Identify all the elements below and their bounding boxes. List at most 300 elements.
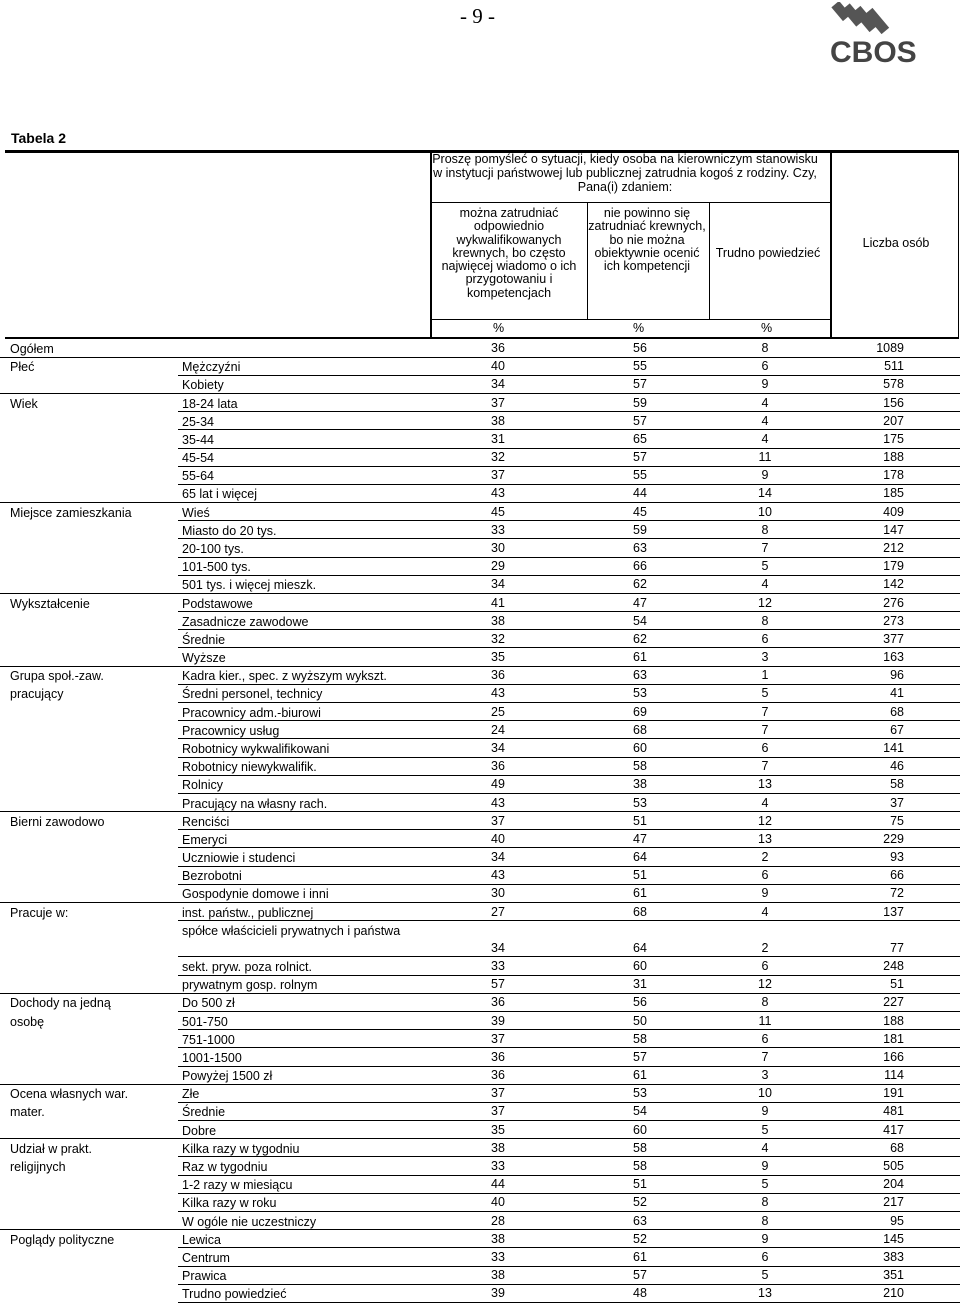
cell-percent: 34 [491, 850, 505, 865]
cell-count: 276 [883, 595, 904, 610]
cell-percent: 9 [761, 377, 769, 392]
row-subcategory: 25-34 [182, 414, 214, 429]
cell-percent: 60 [633, 959, 647, 974]
cell-percent: 28 [491, 1213, 505, 1228]
table-row [0, 703, 960, 721]
cell-percent: 48 [633, 1286, 647, 1301]
cell-percent: 1 [761, 668, 769, 683]
group-divider [0, 502, 960, 503]
table-row [0, 612, 960, 630]
cell-count: 377 [883, 631, 904, 646]
row-subcategory: Średnie [182, 1105, 226, 1120]
table-row [0, 794, 960, 812]
table-row [0, 539, 960, 557]
cell-percent: 51 [633, 1177, 647, 1192]
cell-percent: 9 [761, 1104, 769, 1119]
table-row [0, 503, 960, 521]
row-subcategory: Dobre [182, 1123, 217, 1138]
row-subcategory: 45-54 [182, 451, 214, 466]
row-subcategory: Do 500 zł [182, 996, 235, 1011]
column-header-3: Trudno powiedzieć [715, 246, 821, 260]
row-subcategory: Trudno powiedzieć [182, 1287, 287, 1302]
cell-count: 166 [883, 1049, 904, 1064]
cell-percent: 12 [758, 813, 772, 828]
cell-percent: 36 [491, 1068, 505, 1083]
group-divider [0, 393, 960, 394]
group-divider [0, 1229, 960, 1230]
table-row [0, 830, 960, 848]
cell-count: 227 [883, 995, 904, 1010]
cell-count: 578 [883, 377, 904, 392]
table-row [0, 521, 960, 539]
row-subcategory: 20-100 tys. [182, 541, 244, 556]
cell-percent: 36 [491, 995, 505, 1010]
row-subcategory: Prawica [182, 1269, 227, 1284]
cell-percent: 58 [633, 759, 647, 774]
cell-percent: 54 [633, 1104, 647, 1119]
cell-percent: 40 [491, 1195, 505, 1210]
cell-count: 142 [883, 577, 904, 592]
cell-percent: 5 [761, 1268, 769, 1283]
cell-percent: 4 [761, 1140, 769, 1155]
row-subcategory: Lewica [182, 1232, 221, 1247]
group-divider [0, 811, 960, 812]
percent-unit-2: % [633, 321, 645, 335]
cell-percent: 57 [633, 377, 647, 392]
row-subcategory: Średnie [182, 632, 226, 647]
logo-text: CBOS [830, 36, 917, 66]
cell-percent: 56 [633, 341, 647, 355]
cell-percent: 38 [491, 1231, 505, 1246]
row-subcategory: Złe [182, 1087, 200, 1102]
group-divider [0, 666, 960, 667]
cell-count: 137 [883, 904, 904, 919]
cell-percent: 2 [761, 850, 769, 865]
cell-percent: 4 [761, 413, 769, 428]
cell-percent: 52 [633, 1195, 647, 1210]
cell-percent: 68 [633, 722, 647, 737]
cell-percent: 6 [761, 959, 769, 974]
cell-count: 156 [883, 395, 904, 410]
table-row [0, 848, 960, 866]
cell-percent: 30 [491, 886, 505, 901]
row-category: Dochody na jedną [10, 996, 111, 1011]
cell-count: 68 [890, 704, 904, 719]
cell-percent: 9 [761, 1159, 769, 1174]
table-row [0, 1030, 960, 1048]
cell-percent: 61 [633, 886, 647, 901]
table-row [0, 648, 960, 666]
cell-count: 141 [883, 740, 904, 755]
row-subcategory: Kilka razy w roku [182, 1196, 277, 1211]
table-row [0, 375, 960, 393]
cell-percent: 49 [491, 777, 505, 792]
table-row [0, 1102, 960, 1120]
cell-count: 191 [883, 1086, 904, 1101]
cell-percent: 57 [633, 413, 647, 428]
cell-count: 383 [883, 1249, 904, 1264]
row-subcategory: Robotnicy wykwalifikowani [182, 741, 330, 756]
cell-percent: 40 [491, 359, 505, 374]
group-divider [0, 993, 960, 994]
row-subcategory: Rolnicy [182, 778, 223, 793]
cell-count: 147 [883, 522, 904, 537]
cell-percent: 55 [633, 468, 647, 483]
cell-count: 93 [890, 850, 904, 865]
cell-percent: 57 [491, 977, 505, 992]
row-subcategory: Pracownicy usług [182, 723, 280, 738]
row-category: pracujący [10, 687, 64, 702]
cell-count: 273 [883, 613, 904, 628]
cell-percent: 9 [761, 468, 769, 483]
cell-percent: 39 [491, 1286, 505, 1301]
row-subcategory: Podstawowe [182, 596, 253, 611]
cell-percent: 32 [491, 631, 505, 646]
cell-count: 178 [883, 468, 904, 483]
cell-percent: 62 [633, 577, 647, 592]
cell-percent: 34 [491, 940, 505, 955]
table-row [0, 1084, 960, 1102]
row-category: Poglądy polityczne [10, 1232, 115, 1247]
table-row [0, 975, 960, 993]
row-subcategory: 501-750 [182, 1014, 228, 1029]
cell-percent: 36 [491, 341, 505, 355]
table-row [0, 466, 960, 484]
group-divider [0, 357, 960, 358]
cell-percent: 13 [758, 831, 772, 846]
cell-percent: 6 [761, 359, 769, 374]
row-subcategory: Zasadnicze zawodowe [182, 614, 309, 629]
cell-percent: 6 [761, 1249, 769, 1264]
table-row [0, 721, 960, 739]
cell-percent: 36 [491, 668, 505, 683]
cell-percent: 30 [491, 540, 505, 555]
cell-percent: 40 [491, 831, 505, 846]
cell-percent: 64 [633, 940, 647, 955]
survey-question: Proszę pomyśleć o sytuacji, kiedy osoba na kierowniczym stanowisku w instytucji państwowej lub publicznej zatrudnia kogoś z rodziny. Czy, Pana(i) zdaniem: [432, 152, 818, 194]
cell-count: 207 [883, 413, 904, 428]
table-row [0, 1212, 960, 1230]
table-row [0, 957, 960, 975]
cell-percent: 6 [761, 631, 769, 646]
cell-percent: 7 [761, 759, 769, 774]
cell-percent: 4 [761, 431, 769, 446]
cell-count: 114 [884, 1068, 904, 1083]
cell-percent: 9 [761, 1231, 769, 1246]
cell-percent: 37 [491, 1086, 505, 1101]
cell-percent: 5 [761, 559, 769, 574]
cell-percent: 11 [758, 1013, 772, 1028]
row-category: Wiek [10, 396, 38, 411]
cell-percent: 33 [491, 1249, 505, 1264]
table-row [0, 812, 960, 830]
cell-count: 417 [883, 1122, 904, 1137]
cell-percent: 63 [633, 668, 647, 683]
cell-percent: 7 [761, 540, 769, 555]
cell-percent: 65 [633, 431, 647, 446]
cell-count: 1089 [876, 341, 904, 355]
page-number: - 9 - [460, 4, 495, 28]
row-subcategory: Wyższe [182, 651, 226, 666]
cell-percent: 44 [491, 1177, 505, 1192]
row-subcategory: Wieś [182, 505, 210, 520]
cell-percent: 63 [633, 540, 647, 555]
table-row [0, 575, 960, 593]
cell-percent: 44 [633, 486, 647, 501]
cell-percent: 13 [758, 777, 772, 792]
cell-count: 67 [890, 722, 904, 737]
row-category: Bierni zawodowo [10, 814, 105, 829]
row-subcategory: 35-44 [182, 432, 214, 447]
table-row [0, 757, 960, 775]
cell-percent: 2 [761, 940, 769, 955]
cell-count: 204 [883, 1177, 904, 1192]
cell-percent: 36 [491, 1049, 505, 1064]
cell-percent: 58 [633, 1140, 647, 1155]
table-row [0, 1175, 960, 1193]
row-category: osobę [10, 1014, 45, 1029]
cell-percent: 7 [761, 704, 769, 719]
cell-percent: 5 [761, 686, 769, 701]
table-row [0, 775, 960, 793]
cell-percent: 6 [761, 740, 769, 755]
cell-count: 188 [883, 450, 904, 465]
cell-percent: 4 [761, 795, 769, 810]
cell-percent: 59 [633, 395, 647, 410]
table-row [0, 1048, 960, 1066]
cell-count: 41 [890, 686, 904, 701]
cell-percent: 43 [491, 686, 505, 701]
cell-percent: 64 [633, 850, 647, 865]
cell-percent: 57 [633, 1268, 647, 1283]
table-row [0, 1266, 960, 1284]
group-divider [0, 1084, 960, 1085]
row-subcategory: 55-64 [182, 469, 214, 484]
row-subcategory: Raz w tygodniu [182, 1160, 268, 1175]
table-row [0, 484, 960, 502]
cell-percent: 6 [761, 868, 769, 883]
row-subcategory: Średni personel, technicy [182, 687, 323, 702]
table-row [0, 630, 960, 648]
cell-percent: 9 [761, 886, 769, 901]
cell-percent: 51 [633, 868, 647, 883]
cell-percent: 34 [491, 740, 505, 755]
cell-count: 145 [883, 1231, 904, 1246]
cell-percent: 57 [633, 1049, 647, 1064]
cell-percent: 61 [633, 650, 647, 665]
cell-count: 68 [890, 1140, 904, 1155]
cell-percent: 58 [633, 1031, 647, 1046]
cell-percent: 8 [761, 1213, 769, 1228]
cell-count: 75 [890, 813, 904, 828]
row-subcategory: Kobiety [182, 378, 224, 393]
row-subcategory: Powyżej 1500 zł [182, 1069, 273, 1084]
table-row [0, 921, 960, 957]
cell-percent: 6 [761, 1031, 769, 1046]
row-category: Grupa społ.-zaw. [10, 669, 104, 684]
cell-percent: 63 [633, 1213, 647, 1228]
table-row [0, 684, 960, 702]
cell-count: 409 [883, 504, 904, 519]
cell-percent: 68 [633, 904, 647, 919]
cell-percent: 55 [633, 359, 647, 374]
table-row [0, 394, 960, 412]
group-divider [0, 1138, 960, 1139]
cell-percent: 61 [633, 1249, 647, 1264]
cell-count: 212 [883, 540, 904, 555]
cell-percent: 38 [491, 613, 505, 628]
cell-count: 51 [890, 977, 904, 992]
row-subcategory: 751-1000 [182, 1032, 235, 1047]
row-subcategory: Kilka razy w tygodniu [182, 1141, 300, 1156]
cell-percent: 50 [633, 1013, 647, 1028]
cell-percent: 36 [491, 759, 505, 774]
cell-percent: 53 [633, 795, 647, 810]
row-subcategory: spółce właścicieli prywatnych i państwa [182, 923, 401, 938]
table-row [0, 666, 960, 684]
cell-percent: 8 [761, 522, 769, 537]
cell-percent: 45 [491, 504, 505, 519]
cell-percent: 8 [761, 995, 769, 1010]
table-row [0, 1230, 960, 1248]
cell-count: 248 [883, 959, 904, 974]
cell-count: 505 [883, 1159, 904, 1174]
row-category: Ogółem [10, 342, 54, 356]
table-row [0, 739, 960, 757]
cell-count: 185 [883, 486, 904, 501]
cell-percent: 29 [491, 559, 505, 574]
cell-percent: 69 [633, 704, 647, 719]
row-category: Wykształcenie [10, 596, 90, 611]
cell-percent: 5 [761, 1122, 769, 1137]
table-row [0, 903, 960, 921]
row-subcategory: 18-24 lata [182, 396, 238, 411]
table-row [0, 1012, 960, 1030]
cell-percent: 10 [758, 1086, 772, 1101]
cell-count: 72 [890, 886, 904, 901]
cell-percent: 45 [633, 504, 647, 519]
percent-unit-1: % [493, 321, 505, 335]
table-row [0, 357, 960, 375]
column-header-2: nie powinno się zatrudniać krewnych, bo nie można obiektywnie ocenić ich kompetencji [588, 206, 706, 274]
table-row [0, 993, 960, 1011]
cell-percent: 38 [491, 413, 505, 428]
cell-percent: 11 [758, 450, 772, 465]
table-row [0, 412, 960, 430]
cell-percent: 47 [633, 595, 647, 610]
cell-percent: 37 [491, 1104, 505, 1119]
table-row [0, 1193, 960, 1211]
cell-count: 96 [890, 668, 904, 683]
cell-percent: 4 [761, 904, 769, 919]
row-subcategory: Miasto do 20 tys. [182, 523, 277, 538]
cell-percent: 33 [491, 1159, 505, 1174]
row-subcategory: Bezrobotni [182, 869, 242, 884]
cell-count: 58 [890, 777, 904, 792]
cell-count: 37 [890, 795, 904, 810]
cell-percent: 32 [491, 450, 505, 465]
group-divider [0, 593, 960, 594]
table-row [0, 339, 960, 357]
cell-percent: 4 [761, 577, 769, 592]
cell-percent: 37 [491, 468, 505, 483]
row-subcategory: Gospodynie domowe i inni [182, 887, 329, 902]
cell-count: 481 [883, 1104, 904, 1119]
cell-percent: 33 [491, 522, 505, 537]
row-category: Pracuje w: [10, 905, 69, 920]
row-subcategory: Pracownicy adm.-biurowi [182, 705, 321, 720]
cell-percent: 43 [491, 795, 505, 810]
cell-percent: 66 [633, 559, 647, 574]
cell-count: 181 [883, 1031, 904, 1046]
cell-count: 229 [883, 831, 904, 846]
cell-percent: 53 [633, 1086, 647, 1101]
cell-percent: 4 [761, 395, 769, 410]
cell-percent: 53 [633, 686, 647, 701]
cell-count: 46 [890, 759, 904, 774]
table-row [0, 430, 960, 448]
cell-percent: 43 [491, 868, 505, 883]
cell-percent: 43 [491, 486, 505, 501]
cell-percent: 62 [633, 631, 647, 646]
cell-percent: 8 [761, 1195, 769, 1210]
cell-percent: 61 [633, 1068, 647, 1083]
cell-percent: 24 [491, 722, 505, 737]
cell-count: 217 [883, 1195, 904, 1210]
table-row [0, 1284, 960, 1302]
cell-percent: 57 [633, 450, 647, 465]
cell-percent: 37 [491, 395, 505, 410]
cell-count: 77 [890, 940, 904, 955]
row-subcategory: Robotnicy niewykwalifik. [182, 760, 317, 775]
table-row [0, 1248, 960, 1266]
table-row [0, 557, 960, 575]
cell-percent: 52 [633, 1231, 647, 1246]
cell-count: 175 [883, 431, 904, 446]
cell-percent: 25 [491, 704, 505, 719]
cell-percent: 34 [491, 577, 505, 592]
cell-percent: 7 [761, 722, 769, 737]
cell-count: 163 [883, 650, 904, 665]
cell-percent: 54 [633, 613, 647, 628]
row-category: Udział w prakt. [10, 1141, 92, 1156]
row-subcategory: Renciści [182, 814, 230, 829]
row-subcategory: Centrum [182, 1250, 230, 1265]
row-subcategory: sekt. pryw. poza rolnict. [182, 960, 312, 975]
row-category: Płeć [10, 360, 35, 375]
cell-percent: 8 [761, 341, 769, 355]
cell-percent: 38 [491, 1268, 505, 1283]
row-subcategory: Emeryci [182, 832, 228, 847]
table-title: Tabela 2 [11, 130, 66, 146]
row-subcategory: Uczniowie i studenci [182, 851, 296, 866]
cell-percent: 51 [633, 813, 647, 828]
cell-percent: 7 [761, 1049, 769, 1064]
table-row [0, 1139, 960, 1157]
column-header-1: można zatrudniać odpowiednio wykwalifikowanych krewnych, bo często najwięcej wiadomo o ich przygotowaniu i kompetencjach [441, 206, 577, 300]
table-row [0, 866, 960, 884]
cell-percent: 12 [758, 595, 772, 610]
row-subcategory: prywatnym gosp. rolnym [182, 978, 318, 993]
row-subcategory: 1001-1500 [182, 1050, 242, 1065]
cell-count: 188 [883, 1013, 904, 1028]
cell-percent: 59 [633, 522, 647, 537]
table-row [0, 884, 960, 902]
row-subcategory: Pracujący na własny rach. [182, 796, 328, 811]
cell-percent: 31 [491, 431, 505, 446]
cell-percent: 35 [491, 650, 505, 665]
cell-percent: 3 [761, 1068, 769, 1083]
